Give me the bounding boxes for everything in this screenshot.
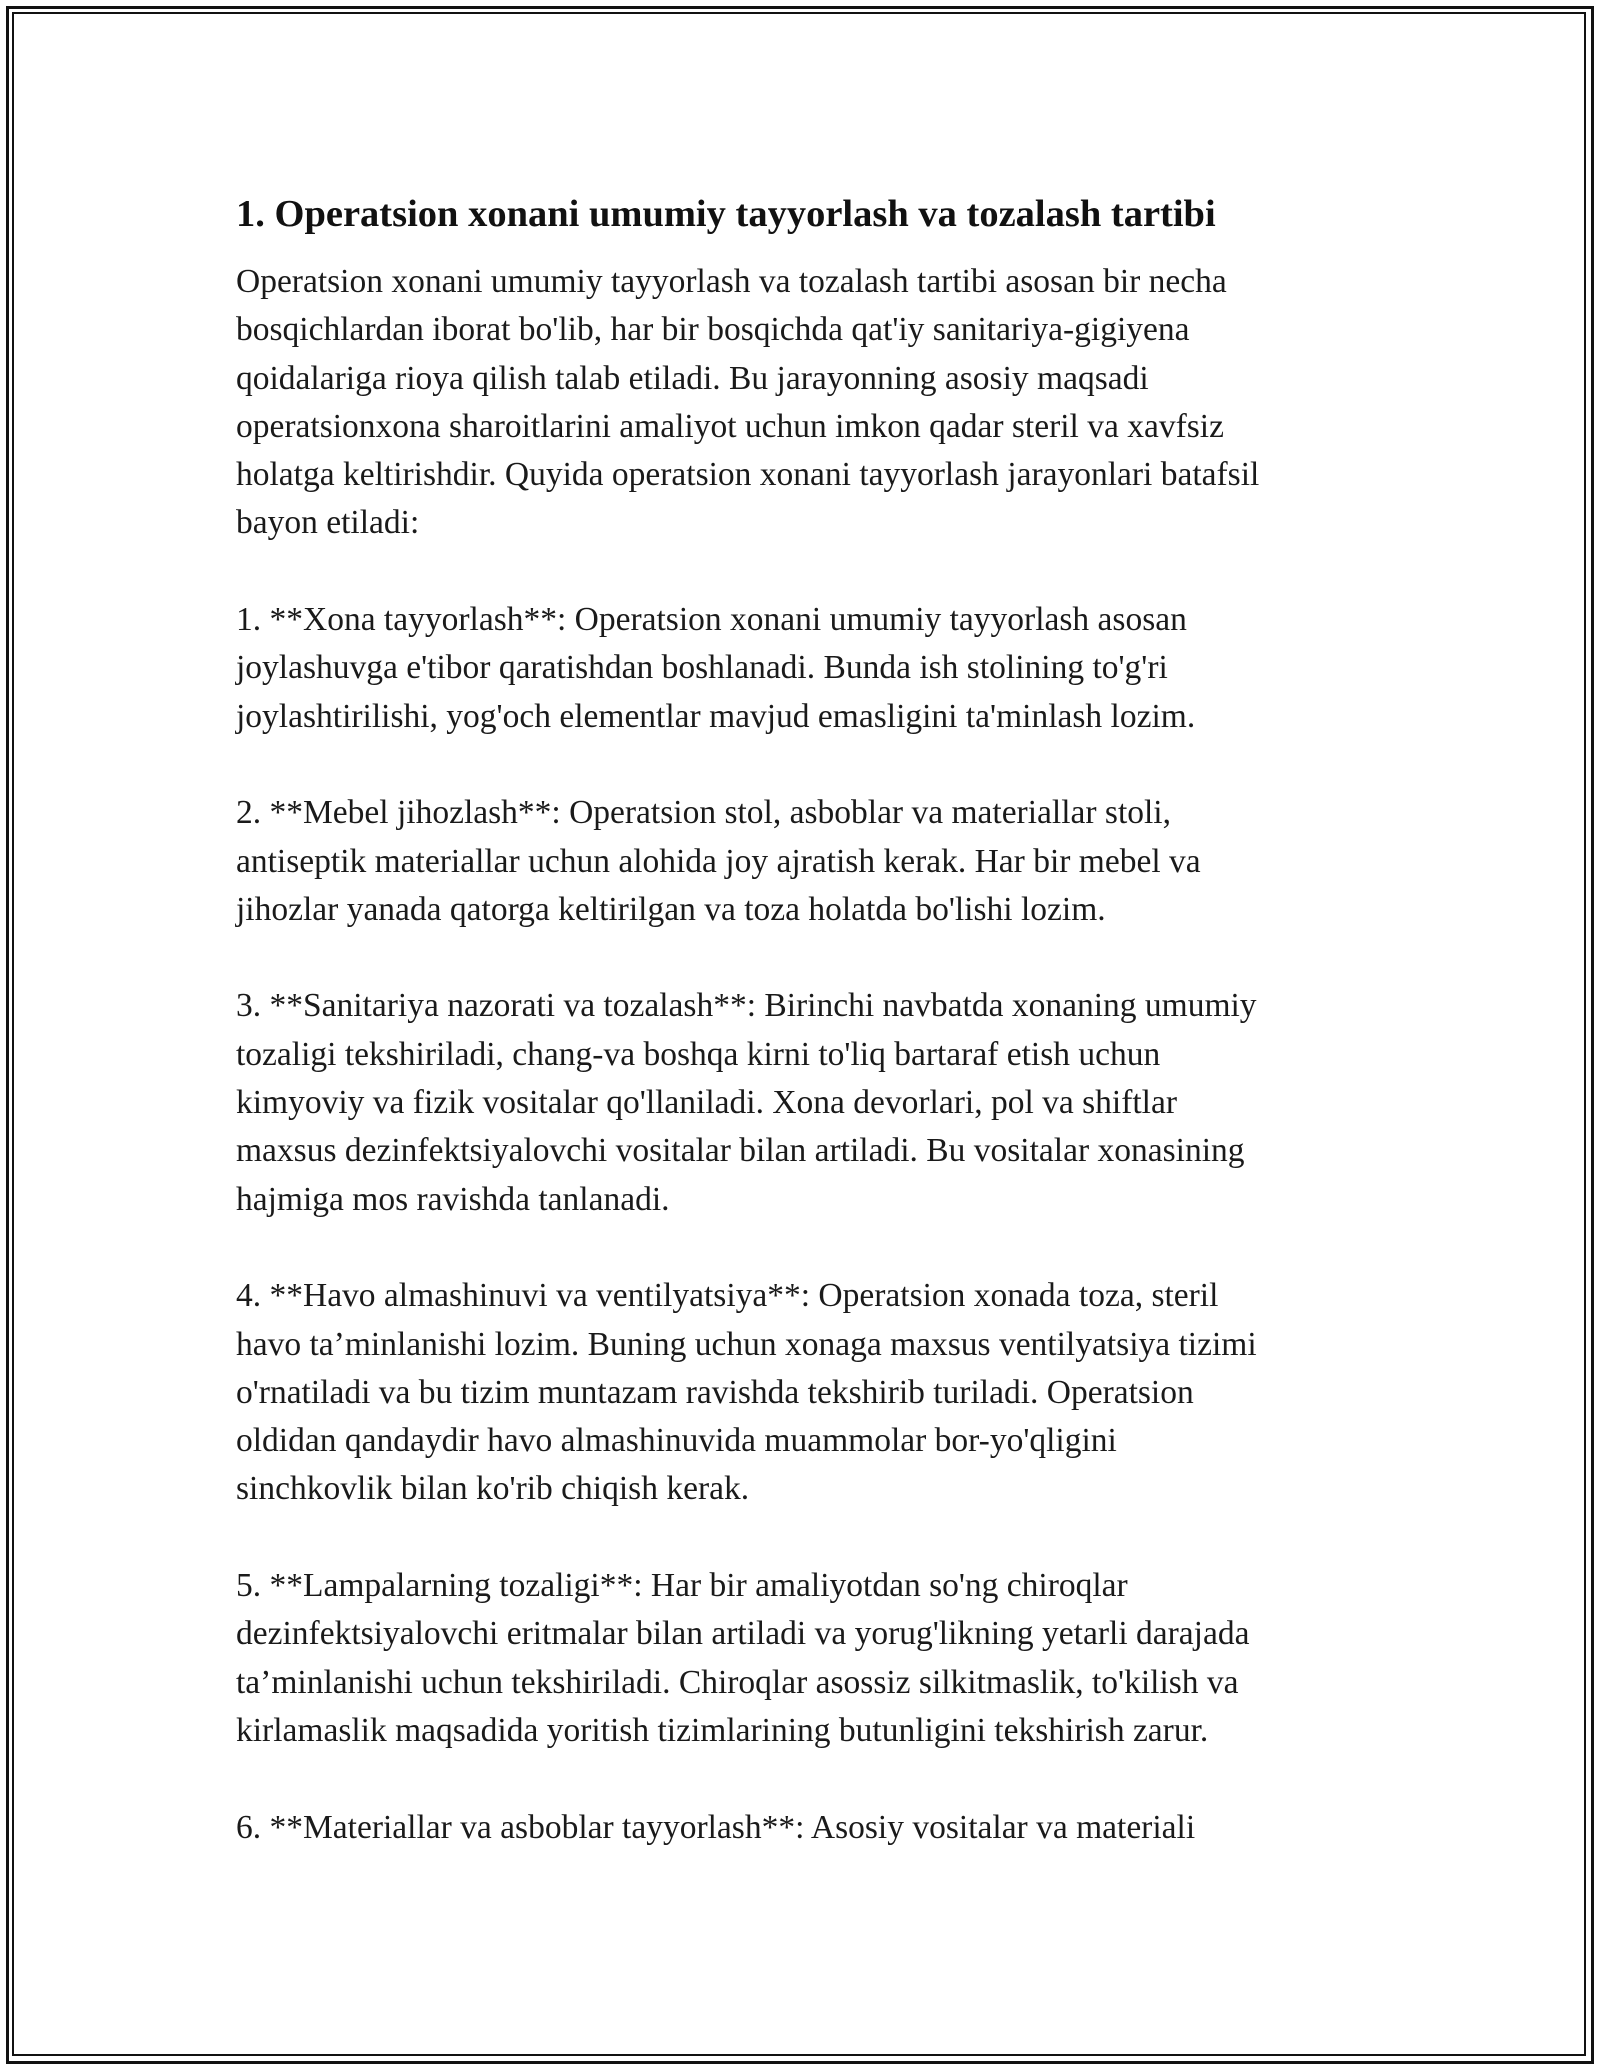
text-line: dezinfektsiyalovchi eritmalar bilan artiladi va yorug'likning yetarli darajada xyxy=(236,1615,1250,1653)
text-line: sinchkovlik bilan ko'rib chiqish kerak. xyxy=(236,1470,750,1508)
list-item-6-paragraph xyxy=(236,1804,1366,1852)
document-body xyxy=(236,186,1366,1900)
text-line: operatsionxona sharoitlarini amaliyot uchun imkon qadar steril va xavfsiz xyxy=(236,407,1224,445)
text-line: 6. **Materiallar va asboblar tayyorlash**: Asosiy vositalar va materiali xyxy=(236,1808,1196,1846)
text-line: havo ta’minlanishi lozim. Buning uchun xonaga maxsus ventilyatsiya tizimi xyxy=(236,1325,1257,1363)
text-line: bosqichlardan iborat bo'lib, har bir bosqichda qat'iy sanitariya-gigiyena xyxy=(236,311,1190,349)
text-line: 3. **Sanitariya nazorati va tozalash**: Birinchi navbatda xonaning umumiy xyxy=(236,987,1257,1025)
list-item-2-paragraph xyxy=(236,789,1366,934)
text-line: o'rnatiladi va bu tizim muntazam ravishda tekshirib turiladi. Operatsion xyxy=(236,1373,1194,1411)
list-item-3-paragraph xyxy=(236,982,1366,1223)
list-item-5-paragraph xyxy=(236,1562,1366,1755)
text-line: 5. **Lampalarning tozaligi**: Har bir amaliyotdan so'ng chiroqlar xyxy=(236,1567,1128,1605)
text-line: joylashuvga e'tibor qaratishdan boshlanadi. Bunda ish stolining to'g'ri xyxy=(236,649,1168,687)
text-line: 4. **Havo almashinuvi va ventilyatsiya**: Operatsion xonada toza, steril xyxy=(236,1277,1219,1315)
text-line: ta’minlanishi uchun tekshiriladi. Chiroqlar asossiz silkitmaslik, to'kilish va xyxy=(236,1663,1239,1701)
text-line: joylashtirilishi, yog'och elementlar mavjud emasligini ta'minlash lozim. xyxy=(236,697,1196,735)
text-line: antiseptik materiallar uchun alohida joy ajratish kerak. Har bir mebel va xyxy=(236,842,1201,880)
text-line: Operatsion xonani umumiy tayyorlash va tozalash tartibi asosan bir necha xyxy=(236,263,1227,300)
text-line: holatga keltirishdir. Quyida operatsion xonani tayyorlash jarayonlari batafsil xyxy=(236,456,1260,494)
text-line: oldidan qandaydir havo almashinuvida muammolar bor-yo'qligini xyxy=(236,1422,1117,1460)
text-line: 1. **Xona tayyorlash**: Operatsion xonani umumiy tayyorlash asosan xyxy=(236,601,1187,639)
text-line: kirlamaslik maqsadida yoritish tizimlarining butunligini tekshirish zarur. xyxy=(236,1711,1209,1749)
text-line: qoidalariga rioya qilish talab etiladi. Bu jarayonning asosiy maqsadi xyxy=(236,359,1149,397)
text-line: jihozlar yanada qatorga keltirilgan va toza holatda bo'lishi lozim. xyxy=(236,890,1106,928)
text-line: kimyoviy va fizik vositalar qo'llaniladi. Xona devorlari, pol va shiftlar xyxy=(236,1084,1178,1122)
section-heading: 1. Operatsion xonani umumiy tayyorlash va tozalash tartibi xyxy=(236,193,1216,235)
intro-paragraph xyxy=(236,258,1366,548)
text-line: maxsus dezinfektsiyalovchi vositalar bilan artiladi. Bu vositalar xonasining xyxy=(236,1132,1245,1170)
text-line: 2. **Mebel jihozlash**: Operatsion stol, asboblar va materiallar stoli, xyxy=(236,794,1171,832)
list-item-4-paragraph xyxy=(236,1272,1366,1513)
text-line: tozaligi tekshiriladi, chang-va boshqa kirni to'liq bartaraf etish uchun xyxy=(236,1035,1161,1073)
text-line: bayon etiladi: xyxy=(236,504,420,542)
text-line: hajmiga mos ravishda tanlanadi. xyxy=(236,1180,670,1218)
list-item-1-paragraph xyxy=(236,596,1366,741)
